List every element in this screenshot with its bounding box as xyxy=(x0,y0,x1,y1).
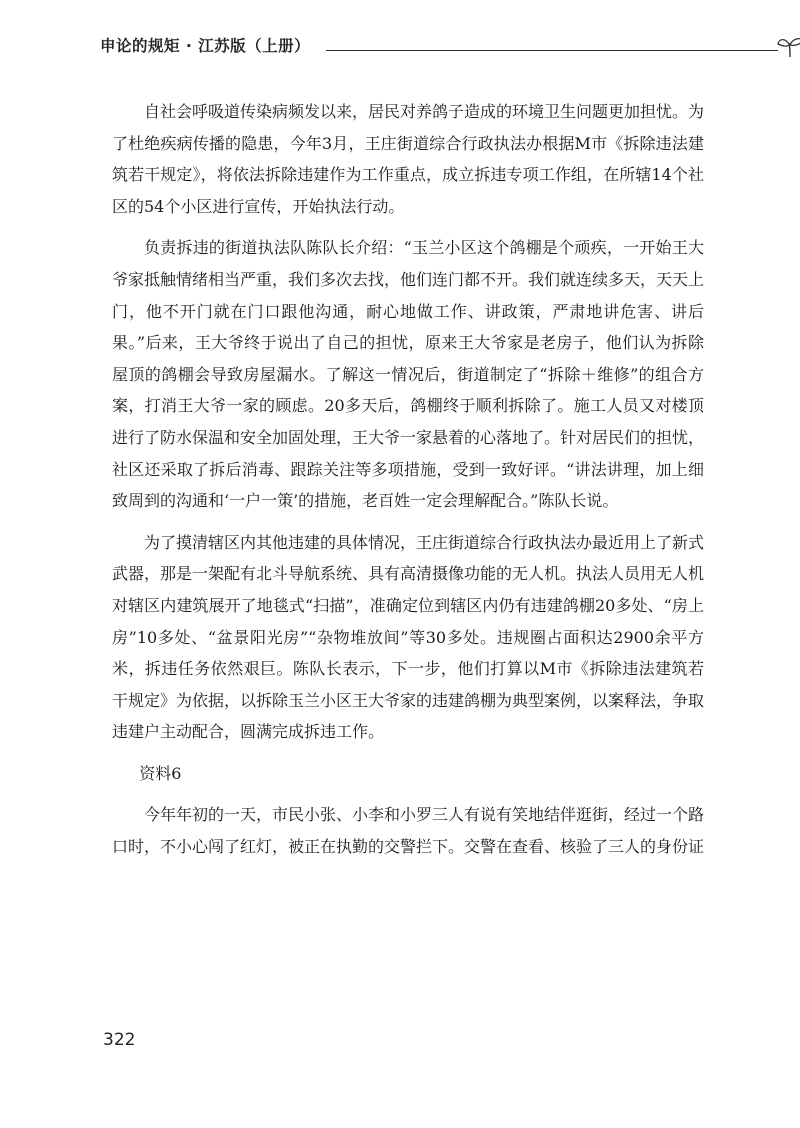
body-paragraph-1: 自社会呼吸道传染病频发以来，居民对养鸽子造成的环境卫生问题更加担忧。为了杜绝疾病传播的隐患，今年3月，王庄街道综合行政执法办根据M市《拆除违法建筑若干规定》，将依法拆除违建作为工作重点，成立拆违专项工作组，在所辖14个社区的54个小区进行宣传，开始执法行动。 xyxy=(112,102,705,216)
running-header xyxy=(100,34,720,64)
page-number: 322 xyxy=(103,1030,136,1050)
body-paragraph-3: 为了摸清辖区内其他违建的具体情况，王庄街道综合行政执法办最近用上了新式武器，那是一架配有北斗导航系统、具有高清摄像功能的无人机。执法人员用无人机对辖区内建筑展开了地毯式“扫描”，准确定位到辖区内仍有违建鸽棚20多处、“房上房”10多处、“盆景阳光房”“杂物堆放间”等30多处。违规圈占面积达2900余平方米，拆违任务依然艰巨。陈队长表示，下一步，他们打算以M市《拆除违法建筑若干规定》为依据，以拆除玉兰小区王大爷家的违建鸽棚为典型案例，以案释法，争取违建户主动配合，圆满完成拆违工作。 xyxy=(112,532,705,742)
document-body xyxy=(112,96,704,873)
sprout-icon xyxy=(776,36,800,58)
section-heading: 资料6 xyxy=(139,763,182,783)
section-paragraph-1: 今年年初的一天，市民小张、小李和小罗三人有说有笑地结伴逛街，经过一个路口时，不小心闯了红灯，被正在执勤的交警拦下。交警在查看、核验了三人的身份证 xyxy=(112,805,705,857)
running-header-title: 申论的规矩 · 江苏版（上册） xyxy=(100,37,311,55)
body-paragraph-2: 负责拆违的街道执法队陈队长介绍：“玉兰小区这个鸽棚是个顽疾，一开始王大爷家抵触情绪相当严重，我们多次去找，他们连门都不开。我们就连续多天，天天上门，他不开门就在门口跟他沟通，耐心地做工作、讲政策，严肃地讲危害、讲后果。”后来，王大爷终于说出了自己的担忧，原来王大爷家是老房子，他们认为拆除屋顶的鸽棚会导致房屋漏水。了解这一情况后，街道制定了“拆除＋维修”的组合方案，打消王大爷一家的顾虑。20多天后，鸽棚终于顺利拆除了。施工人员又对楼顶进行了防水保温和安全加固处理，王大爷一家悬着的心落地了。针对居民们的担忧，社区还采取了拆后消毒、跟踪关注等多项措施，受到一致好评。“讲法讲理，加上细致周到的沟通和‘一户一策’的措施，老百姓一定会理解配合。”陈队长说。 xyxy=(112,238,705,511)
header-divider xyxy=(326,50,778,51)
